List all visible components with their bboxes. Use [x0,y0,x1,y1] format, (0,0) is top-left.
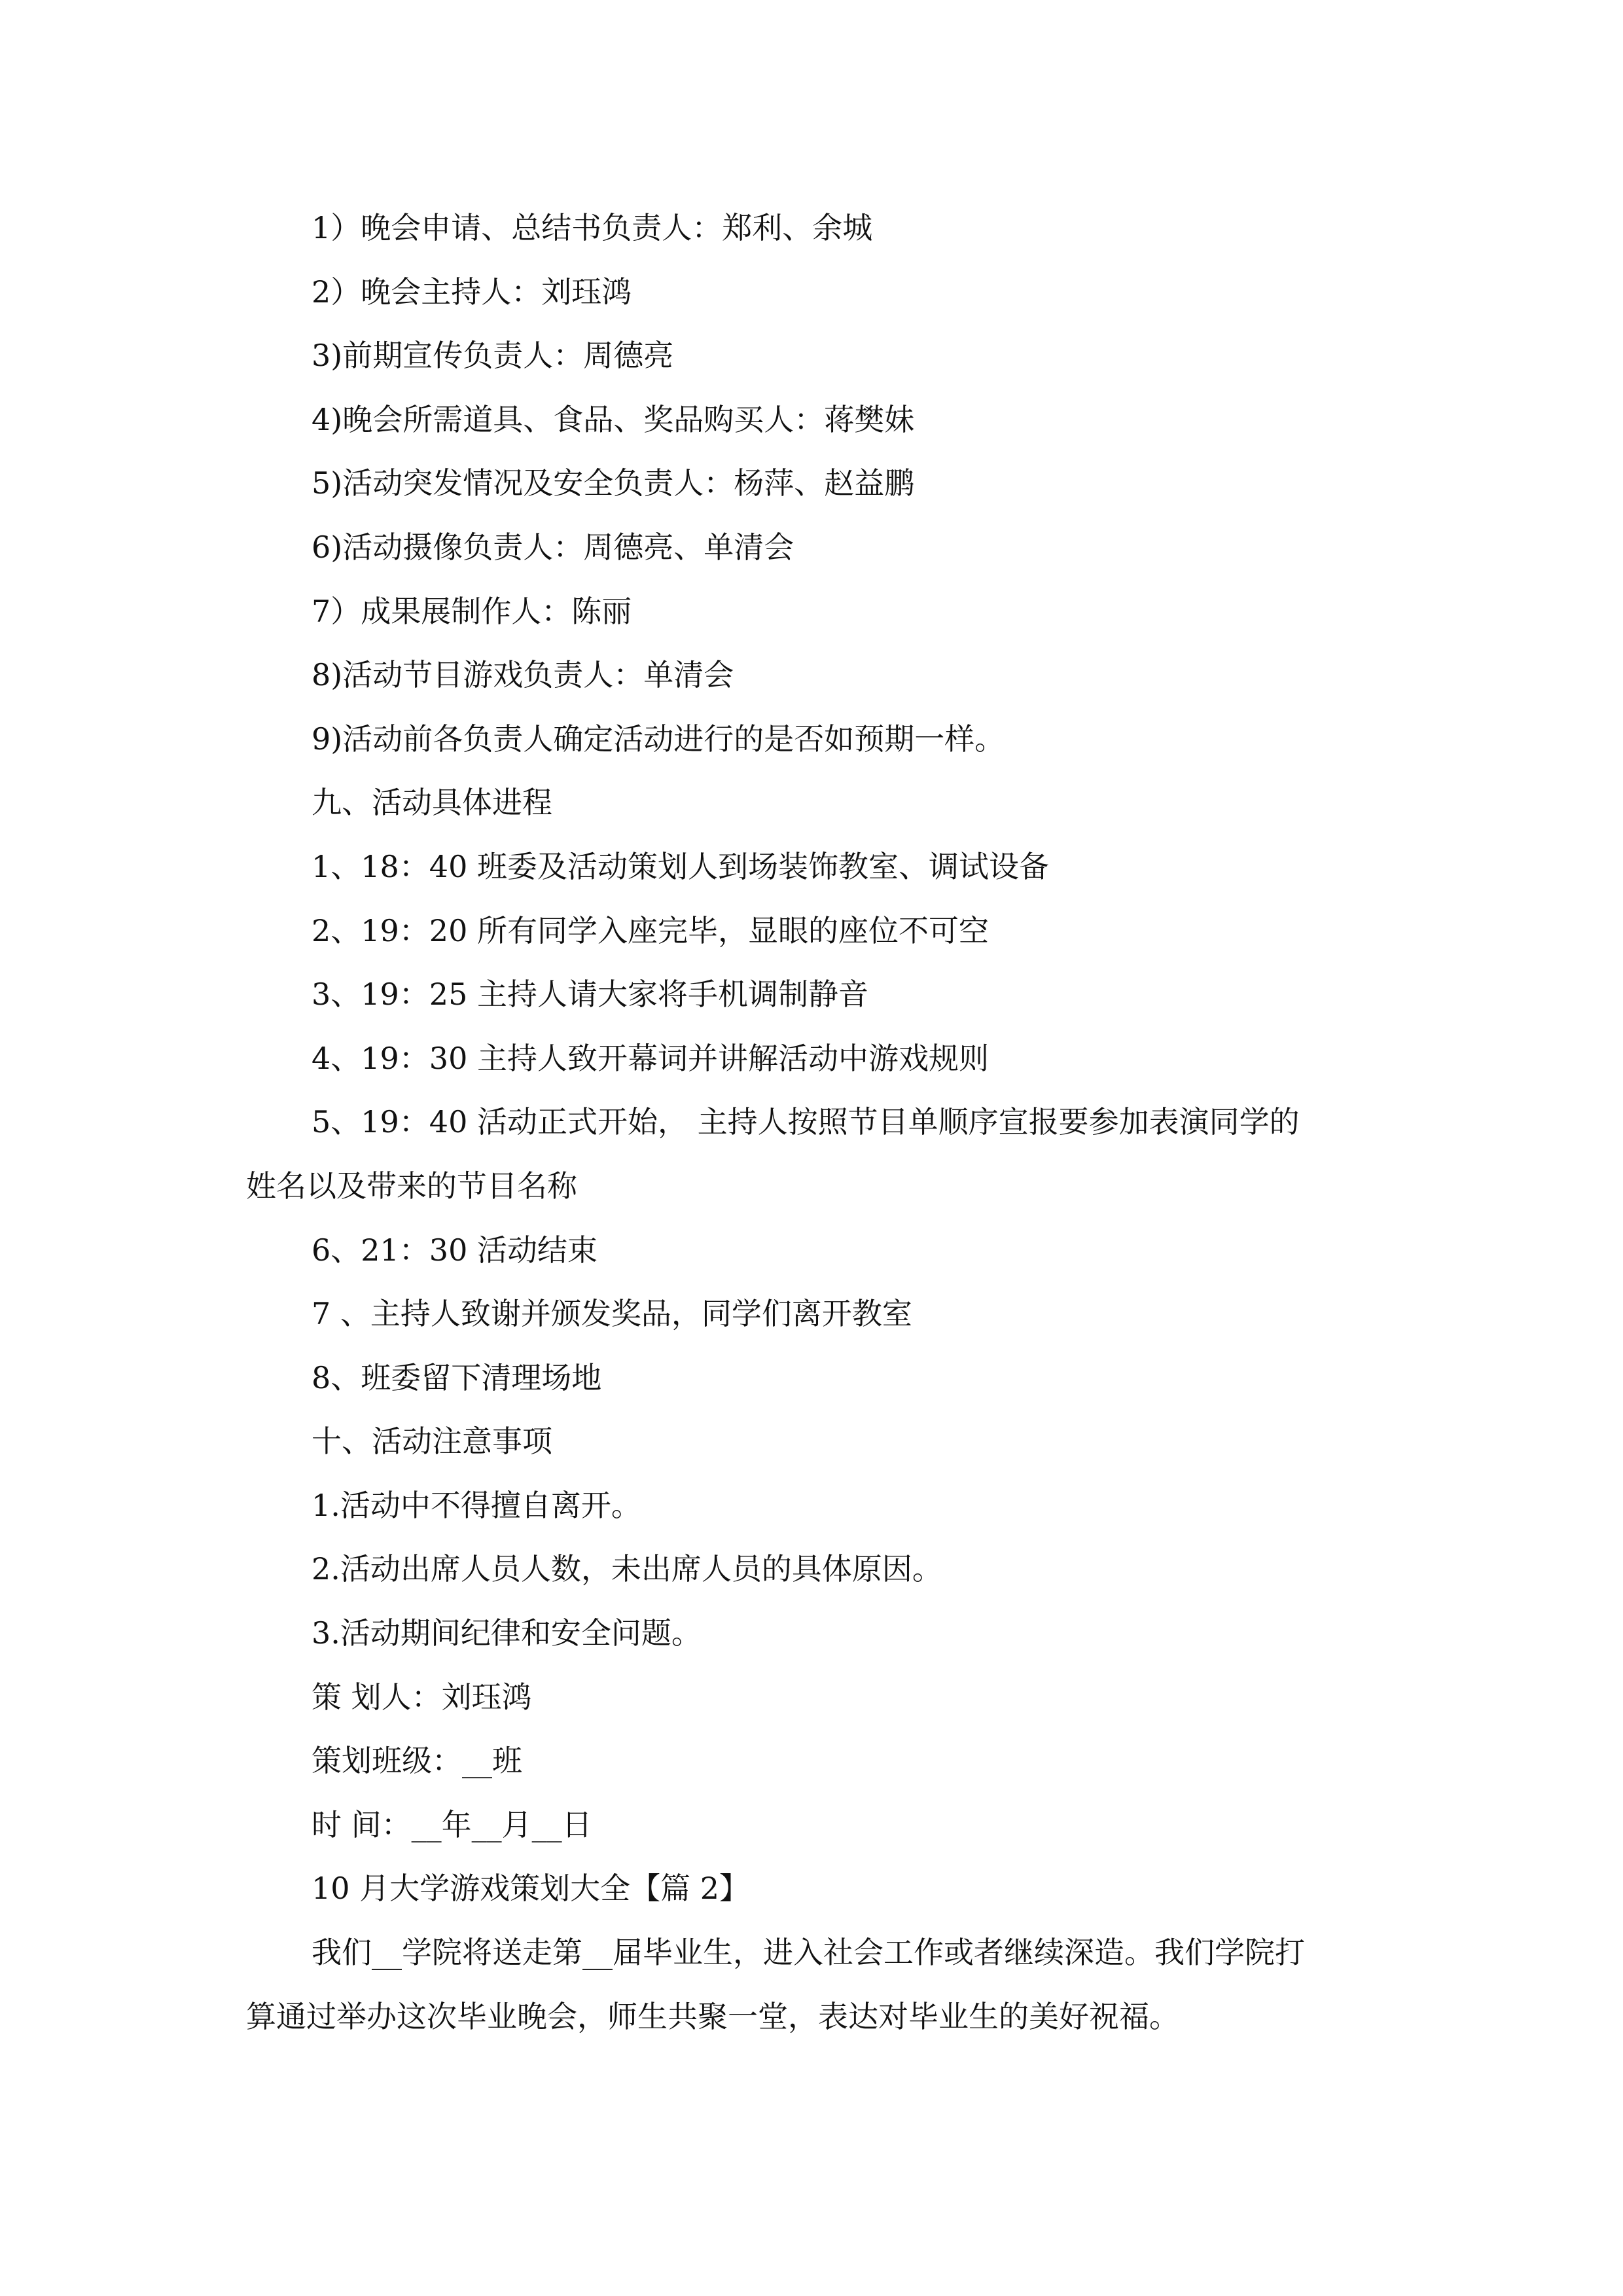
paragraph-line-continued: 算通过举办这次毕业晚会，师生共聚一堂，表达对毕业生的美好祝福。 [246,1998,1179,2034]
text-line: 3)前期宣传负责人：周德亮 [312,338,674,374]
text-line-continued: 姓名以及带来的节目名称 [246,1168,577,1204]
article-heading: 10 月大学游戏策划大全【篇 2】 [312,1871,750,1907]
planner-line: 策 划人：刘珏鸿 [312,1679,532,1715]
text-line: 5)活动突发情况及安全负责人：杨萍、赵益鹏 [312,465,915,501]
paragraph-line: 我们__学院将送走第__届毕业生，进入社会工作或者继续深造。我们学院打 [312,1935,1305,1971]
text-line: 5、19：40 活动正式开始， 主持人按照节目单顺序宣报要参加表演同学的 [312,1104,1300,1140]
text-line: 8)活动节目游戏负责人：单清会 [312,657,734,693]
class-line: 策划班级：__班 [312,1743,522,1779]
section-heading: 十、活动注意事项 [312,1424,552,1460]
text-line: 9)活动前各负责人确定活动进行的是否如预期一样。 [312,721,1005,757]
text-line: 4)晚会所需道具、食品、奖品购买人：蒋樊妹 [312,401,915,437]
text-line: 7）成果展制作人：陈丽 [312,593,632,629]
text-line: 2）晚会主持人：刘珏鸿 [312,274,632,310]
section-heading: 九、活动具体进程 [312,785,552,821]
text-line: 1、18：40 班委及活动策划人到场装饰教室、调试设备 [312,848,1049,884]
text-line: 6、21：30 活动结束 [312,1232,597,1268]
date-line: 时 间：__年__月__日 [312,1806,592,1842]
text-line: 3.活动期间纪律和安全问题。 [312,1615,702,1651]
text-line: 4、19：30 主持人致开幕词并讲解活动中游戏规则 [312,1040,989,1076]
text-line: 1）晚会申请、总结书负责人：郑利、余城 [312,210,873,245]
text-line: 1.活动中不得擅自离开。 [312,1487,641,1523]
text-line: 3、19：25 主持人请大家将手机调制静音 [312,977,868,1013]
text-line: 2、19：20 所有同学入座完毕，显眼的座位不可空 [312,912,989,948]
text-line: 8、班委留下清理场地 [312,1359,602,1395]
text-line: 7 、主持人致谢并颁发奖品，同学们离开教室 [312,1296,912,1332]
text-line: 2.活动出席人员人数，未出席人员的具体原因。 [312,1551,942,1587]
text-line: 6)活动摄像负责人：周德亮、单清会 [312,529,794,565]
document-body [246,196,1378,2049]
